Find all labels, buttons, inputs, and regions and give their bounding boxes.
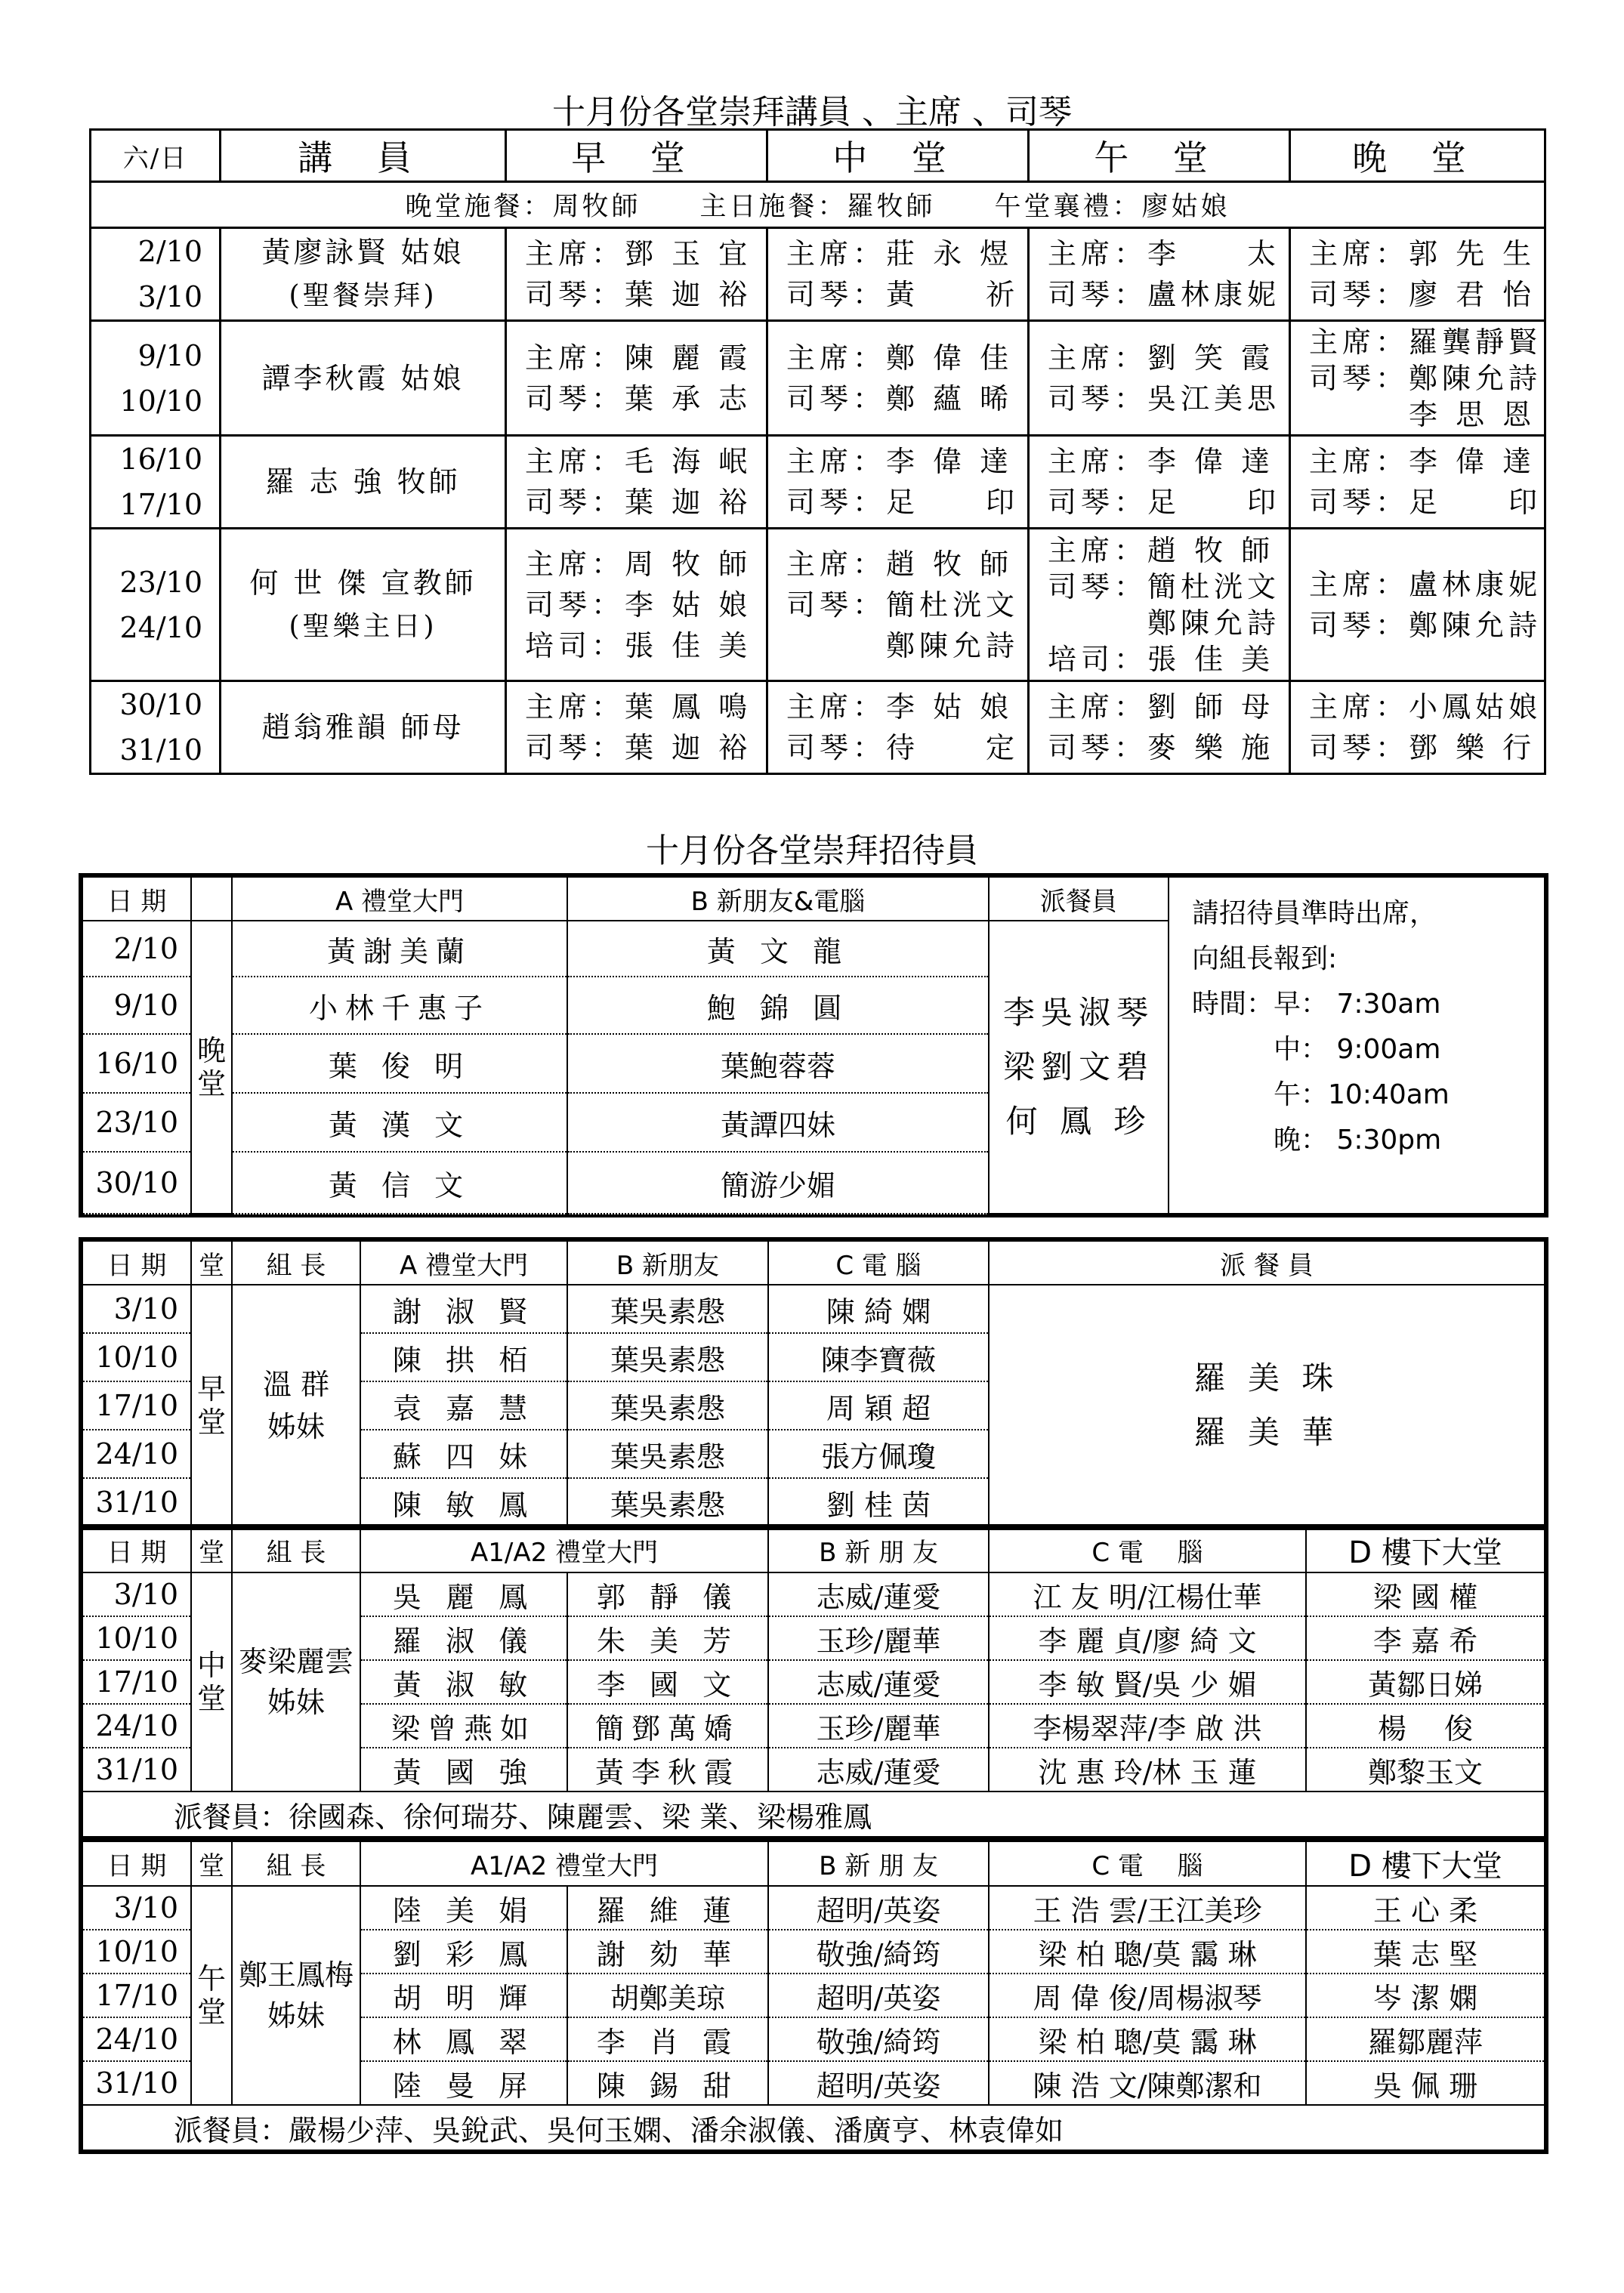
date: 31/10 [82,1748,191,1792]
meal-server: 梁劉文碧 [1002,1048,1154,1085]
schedule-header-row [91,130,1545,182]
door-usher: 黃 信 文 [232,1152,567,1214]
date: 24/10 [82,1430,191,1478]
afternoon-usher-table [82,1841,1545,2151]
meal-servers [989,921,1169,1214]
newfriend-usher: 超明/英姿 [768,2061,989,2105]
newfriend-usher: 超明/英姿 [768,1886,989,1930]
header-leader: 組 長 [232,1528,360,1572]
speaker-name: 趙翁雅韻 師母 [261,711,465,744]
computer-usher: 陳 綺 嫻 [768,1285,989,1333]
door-usher-a1: 吳 麗 鳳 [360,1572,567,1616]
speaker-schedule-table [89,128,1546,775]
role-line: 司琴：盧林康妮 [1048,278,1281,311]
date: 2/10 [82,921,191,977]
leader [232,1572,360,1792]
header-speaker: 講 員 [221,130,506,182]
door-usher: 蘇 四 妹 [360,1430,567,1478]
role-line: 主席：李 偉 達 [786,445,1014,478]
lobby-usher: 吳 佩 珊 [1306,2061,1545,2105]
role-line: 主席：周 牧 師 [525,547,752,581]
info-line: 晚： 5:30pm [1192,1125,1442,1156]
meal-server: 羅 美 珠 [1193,1359,1340,1396]
date: 16/10 [82,1034,191,1093]
leader [232,1285,360,1526]
attendance-info [1169,877,1545,1214]
newfriend-usher: 葉鮑蓉蓉 [567,1034,989,1093]
role-line: 主席：鄭 偉 佳 [786,341,1014,375]
role-line: 主席：劉 師 母 [1048,690,1275,724]
schedule-row [91,321,1545,436]
header-door: A 禮堂大門 [232,877,567,921]
header-door: A1/A2 禮堂大門 [360,1528,768,1572]
computer-usher: 張方佩瓊 [768,1430,989,1478]
header-service: 堂 [191,1841,232,1886]
role-line: 主席：李 太 [1048,237,1281,270]
header-newfriend: B 新 朋 友 [768,1841,989,1886]
newfriend-usher: 敬強/綺筠 [768,2017,989,2061]
lobby-usher: 李 嘉 希 [1306,1616,1545,1660]
schedule-row [91,436,1545,529]
header-leader: 組 長 [232,1241,360,1285]
midday-meal-servers: 派餐員：徐國森、徐何瑞芬、陳麗雲、梁 業、梁楊雅鳳 [82,1792,1545,1837]
role-line: 司琴：鄧 樂 行 [1309,731,1536,764]
door-usher-a1: 胡 明 輝 [360,1974,567,2017]
role-line: 主席：劉 笑 霞 [1048,341,1275,375]
date: 2/10 [137,235,202,268]
header-early: 早 堂 [506,130,767,182]
door-usher-a1: 陸 曼 屏 [360,2061,567,2105]
door-usher-a2: 陳 錫 甜 [567,2061,768,2105]
speaker-note: (聖樂主日) [289,610,437,642]
header-door: A 禮堂大門 [360,1241,567,1285]
role-line: 李 思 恩 [1309,397,1536,431]
date: 16/10 [119,443,202,476]
date: 24/10 [82,2017,191,2061]
lobby-usher: 羅鄒麗萍 [1306,2017,1545,2061]
lobby-usher: 岑 潔 嫻 [1306,1974,1545,2017]
date: 9/10 [82,977,191,1034]
schedule-row [91,228,1545,321]
leader-title: 姊妹 [267,1686,325,1719]
door-usher-a2: 李 肖 霞 [567,2017,768,2061]
service-label: 午 堂 [191,1886,232,2105]
header-date: 日 期 [82,1528,191,1572]
door-usher-a1: 劉 彩 鳳 [360,1930,567,1974]
newfriend-usher: 葉吳素慇 [567,1430,768,1478]
computer-usher: 王 浩 雲/王江美珍 [989,1886,1306,1930]
door-usher-a1: 陸 美 娟 [360,1886,567,1930]
date: 24/10 [119,610,202,644]
newfriend-usher: 簡游少媚 [567,1152,989,1214]
door-usher-a2: 羅 維 蓮 [567,1886,768,1930]
role-line: 司琴：麥 樂 施 [1048,731,1275,764]
info-line: 時間：早： 7:30am [1192,989,1441,1020]
date: 17/10 [82,1381,191,1430]
door-usher-a1: 林 鳳 翠 [360,2017,567,2061]
role-line: 司琴：吳江美思 [1048,381,1281,415]
header-lobby: D 樓下大堂 [1306,1528,1545,1572]
role-line: 主席：陳 麗 霞 [525,341,752,375]
role-line: 司琴：廖 君 怡 [1309,278,1536,311]
door-usher-a2: 胡鄭美琼 [567,1974,768,2017]
header-door: A1/A2 禮堂大門 [360,1841,768,1886]
role-line: 司琴：葉 迦 裕 [525,486,752,519]
meal-server: 何 鳳 珍 [1005,1103,1152,1140]
header-meal: 派餐員 [989,877,1169,921]
afternoon-meal-servers: 派餐員：嚴楊少萍、吳銳武、吳何玉嫻、潘余淑儀、潘廣亨、林袁偉如 [82,2105,1545,2150]
service-label: 中 堂 [191,1572,232,1792]
lobby-usher: 梁 國 權 [1306,1572,1545,1616]
leader-name: 鄭王鳳梅 [238,1958,354,1992]
speaker-note: (聖餐崇拜) [289,280,437,311]
header-leader: 組 長 [232,1841,360,1886]
newfriend-usher: 玉珍/麗華 [768,1704,989,1748]
header-date: 日 期 [82,877,191,921]
leader-name: 溫 群 [262,1368,330,1401]
ushers-title: 十月份各堂崇拜招待員 [646,832,978,870]
computer-usher: 江 友 明/江楊仕華 [989,1572,1306,1616]
computer-usher: 李 敏 賢/吳 少 媚 [989,1660,1306,1704]
date: 31/10 [82,1478,191,1526]
newfriend-usher: 葉吳素慇 [567,1333,768,1381]
date: 30/10 [82,1152,191,1214]
morning-usher-table [82,1240,1545,1527]
lobby-usher: 鄭黎玉文 [1306,1748,1545,1792]
newfriend-usher: 敬強/綺筠 [768,1930,989,1974]
date: 17/10 [119,488,202,521]
computer-usher: 陳李寶薇 [768,1333,989,1381]
role-line: 主席：盧林康妮 [1309,567,1542,601]
role-line: 司琴：葉 迦 裕 [525,731,752,764]
date: 23/10 [119,565,202,599]
door-usher: 袁 嘉 慧 [360,1381,567,1430]
door-usher: 陳 敏 鳳 [360,1478,567,1526]
newfriend-usher: 黃 文 龍 [567,921,989,977]
door-usher-a2: 朱 美 芳 [567,1616,768,1660]
role-line: 主席：羅龔靜賢 [1309,325,1542,359]
service-label: 早 堂 [191,1285,232,1526]
role-line: 司琴：簡杜洸文 [1048,569,1281,603]
role-line: 主席：莊 永 煜 [786,237,1014,270]
date: 17/10 [82,1974,191,2017]
door-usher: 陳 拱 栢 [360,1333,567,1381]
date: 23/10 [82,1093,191,1152]
door-usher-a2: 謝 劾 華 [567,1930,768,1974]
role-line: 司琴：簡杜洸文 [786,588,1020,622]
role-line: 主席：趙 牧 師 [1048,533,1275,567]
header-newfriend: B 新朋友 [567,1241,768,1285]
newfriend-usher: 葉吳素慇 [567,1478,768,1526]
newfriend-usher: 志威/蓮愛 [768,1572,989,1616]
role-line: 培司：張 佳 美 [525,628,752,662]
date: 3/10 [137,280,202,313]
role-line: 培司：張 佳 美 [1048,642,1275,676]
date: 31/10 [82,2061,191,2105]
date: 3/10 [82,1886,191,1930]
door-usher: 小林千惠子 [232,977,567,1034]
role-line: 司琴：足 印 [1048,486,1281,519]
meal-note: 晚堂施餐：周牧師 主日施餐：羅牧師 午堂襄禮：廖姑娘 [91,182,1545,228]
computer-usher: 周 穎 超 [768,1381,989,1430]
door-usher-a2: 黃李秋霞 [567,1748,768,1792]
role-line: 司琴：鄭 蘊 晞 [786,381,1014,415]
header-service: 堂 [191,1241,232,1285]
speaker-name: 何 世 傑 宣教師 [249,566,477,600]
midday-usher-table [82,1527,1545,1838]
computer-usher: 劉 桂 茵 [768,1478,989,1526]
role-line: 司琴：黃 祈 [786,278,1020,311]
info-line: 請招待員準時出席， [1192,898,1437,929]
leader-title: 姊妹 [267,1410,325,1443]
door-usher-a2: 李 國 文 [567,1660,768,1704]
newfriend-usher: 葉吳素慇 [567,1285,768,1333]
header-date: 六/日 [91,130,221,182]
role-line: 司琴：鄭陳允詩 [1309,361,1542,395]
role-line: 鄭陳允詩 [786,628,1020,662]
computer-usher: 梁 柏 聰/莫 靄 琳 [989,2017,1306,2061]
role-line: 主席：郭 先 生 [1309,237,1536,270]
header-newfriend: B 新 朋 友 [768,1528,989,1572]
lobby-usher: 王 心 柔 [1306,1886,1545,1930]
computer-usher: 周 偉 俊/周楊淑琴 [989,1974,1306,2017]
header-newfriend: B 新朋友&電腦 [567,877,989,921]
leader-name: 麥梁麗雲 [238,1645,354,1678]
newfriend-usher: 葉吳素慇 [567,1381,768,1430]
door-usher-a1: 羅 淑 儀 [360,1616,567,1660]
meal-server: 李吳淑琴 [1002,994,1154,1031]
date: 10/10 [119,384,202,418]
header-noon: 午 堂 [1029,130,1290,182]
door-usher: 黃謝美蘭 [232,921,567,977]
role-line: 鄭陳允詩 [1048,606,1281,640]
meal-server: 羅 美 華 [1193,1414,1340,1451]
leader-title: 姊妹 [267,1999,325,2032]
date: 30/10 [119,688,202,721]
role-line: 主席：李 偉 達 [1309,445,1536,478]
schedule-row [91,681,1545,774]
door-usher: 葉 俊 明 [232,1034,567,1093]
role-line: 司琴：葉 迦 裕 [525,278,752,311]
role-line: 司琴：鄭陳允詩 [1309,608,1542,642]
date: 9/10 [137,338,202,372]
date: 17/10 [82,1660,191,1704]
header-computer: C 電 腦 [989,1841,1306,1886]
table-row [82,1572,1545,1616]
newfriend-usher: 玉珍/麗華 [768,1616,989,1660]
door-usher-a1: 黃 淑 敏 [360,1660,567,1704]
newfriend-usher: 鮑 錦 圓 [567,977,989,1034]
speaker-name: 譚李秋霞 姑娘 [261,361,465,395]
header-meal: 派 餐 員 [989,1241,1545,1285]
lobby-usher: 楊 俊 [1306,1704,1545,1748]
lobby-usher: 黃鄒日娣 [1306,1660,1545,1704]
date: 3/10 [82,1572,191,1616]
door-usher-a1: 黃 國 強 [360,1748,567,1792]
computer-usher: 梁 柏 聰/莫 靄 琳 [989,1930,1306,1974]
info-line: 向組長報到: [1192,943,1338,974]
header-computer: C 電 腦 [989,1528,1306,1572]
door-usher: 黃 漢 文 [232,1093,567,1152]
computer-usher: 李楊翠萍/李 啟 洪 [989,1704,1306,1748]
newfriend-usher: 超明/英姿 [768,1974,989,2017]
date: 10/10 [82,1616,191,1660]
meal-servers [989,1285,1545,1526]
service-label: 晚 堂 [191,921,232,1214]
role-line: 司琴：足 印 [786,486,1020,519]
newfriend-usher: 志威/蓮愛 [768,1748,989,1792]
role-line: 司琴：待 定 [786,731,1020,764]
door-usher: 謝 淑 賢 [360,1285,567,1333]
date: 24/10 [82,1704,191,1748]
newfriend-usher: 志威/蓮愛 [768,1660,989,1704]
door-usher-a2: 簡鄧萬嬌 [567,1704,768,1748]
date: 10/10 [82,1930,191,1974]
table-row [82,1886,1545,1930]
speaker-name: 黃廖詠賢 姑娘 [261,236,465,269]
info-line: 中： 9:00am [1192,1034,1441,1065]
table-row [82,1285,1545,1333]
role-line: 主席：李 姑 娘 [786,690,1014,724]
header-night: 晚 堂 [1290,130,1545,182]
header-date: 日 期 [82,1841,191,1886]
lobby-usher: 葉 志 堅 [1306,1930,1545,1974]
header-lobby: D 樓下大堂 [1306,1841,1545,1886]
schedule-row [91,529,1545,681]
header-mid: 中 堂 [767,130,1029,182]
door-usher-a2: 郭 靜 儀 [567,1572,768,1616]
computer-usher: 陳 浩 文/陳鄭潔和 [989,2061,1306,2105]
role-line: 主席：葉 鳳 鳴 [525,690,752,724]
computer-usher: 沈 惠 玲/林 玉 蓮 [989,1748,1306,1792]
role-line: 司琴：葉 承 志 [525,381,752,415]
header-date: 日 期 [82,1241,191,1285]
header-service: 堂 [191,1528,232,1572]
info-line: 午：10:40am [1192,1079,1450,1110]
date: 10/10 [82,1333,191,1381]
role-line: 主席：鄧 玉 宜 [525,237,752,270]
role-line: 司琴：李 姑 娘 [525,588,752,622]
speaker-name: 羅 志 強 牧師 [265,465,461,498]
role-line: 主席：趙 牧 師 [786,547,1014,581]
door-usher-a1: 梁曾燕如 [360,1704,567,1748]
schedule-title: 十月份各堂崇拜講員 、主席 、司琴 [552,93,1072,131]
header-computer: C 電 腦 [768,1241,989,1285]
date: 3/10 [82,1285,191,1333]
evening-usher-table [82,876,1545,1214]
role-line: 主席：毛 海 岷 [525,445,752,478]
date: 31/10 [119,733,202,767]
computer-usher: 李 麗 貞/廖 綺 文 [989,1616,1306,1660]
newfriend-usher: 黃譚四妹 [567,1093,989,1152]
role-line: 主席：小鳳姑娘 [1309,690,1542,724]
role-line: 司琴：足 印 [1309,486,1542,519]
leader [232,1886,360,2105]
role-line: 主席：李 偉 達 [1048,445,1275,478]
